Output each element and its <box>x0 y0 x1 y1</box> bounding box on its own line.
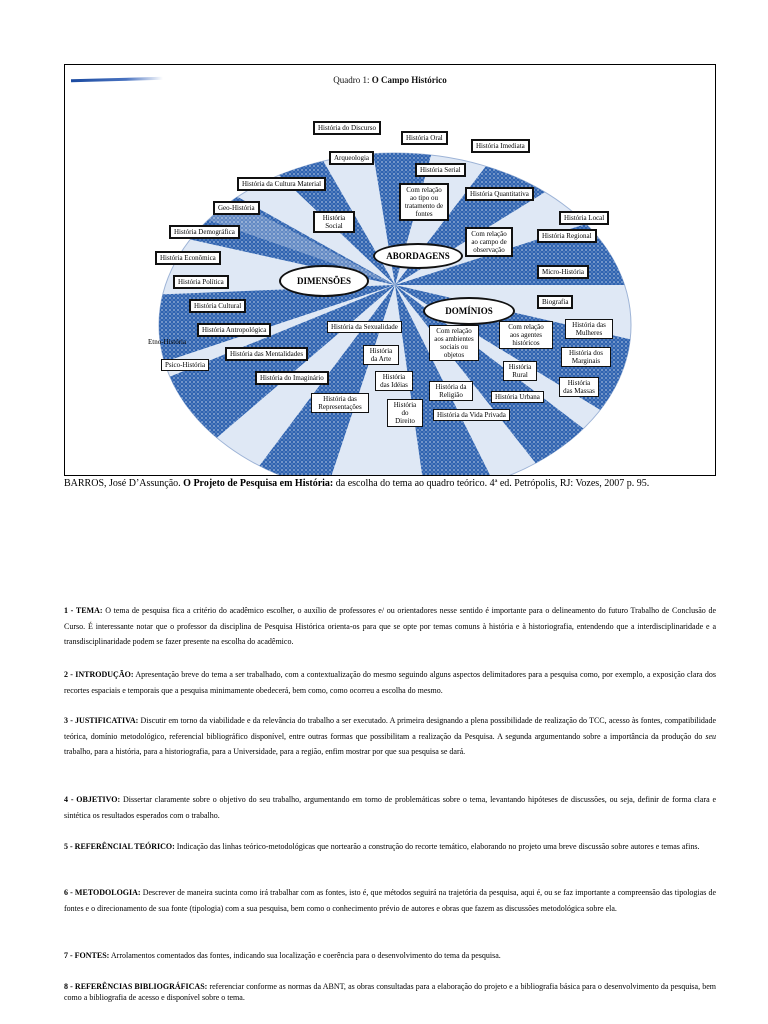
box-biografia: Biografia <box>537 295 573 309</box>
section-fontes <box>64 948 716 964</box>
section-heading: 2 - INTRODUÇÃO: <box>64 670 134 679</box>
box-psico-historia: Psico-História <box>161 359 209 371</box>
section-justificativa <box>64 713 716 760</box>
box-micro-historia: Micro-História <box>537 265 589 279</box>
box-historia-religiao: História da Religião <box>429 381 473 401</box>
hub-abordagens: ABORDAGENS <box>373 243 463 269</box>
box-historia-economica: História Econômica <box>155 251 221 265</box>
box-com-relacao-ambientes: Com relação aos ambientes sociais ou objetos <box>429 325 479 361</box>
box-historia-social: História Social <box>313 211 355 233</box>
caption-title: O Projeto de Pesquisa em História: <box>183 478 334 489</box>
section-body: Indicação das linhas teórico-metodológicas que nortearão a construção do recorte temático, elaborando no projeto uma breve discussão sobre autores e temas afins. <box>176 842 700 851</box>
section-body-after: trabalho, para a história, para a historiografia, para a Universidade, para a região, enfim mostrar por que sua pesquisa se dará. <box>64 747 466 757</box>
section-heading: 7 - FONTES: <box>64 951 110 960</box>
hub-dimensoes: DIMENSÕES <box>279 265 369 297</box>
section-body: Apresentação breve do tema a ser trabalhado, com a contextualização do mesmo seguindo alguns aspectos delimitadores para a pesquisa como, por exemplo, a exposição clara dos recortes espaciais e temporais que a pesquisa minimamente obedecerá, bem como, como ocorreu a escolha do mesmo. <box>64 670 717 695</box>
box-etno-historia: Etno-História <box>148 338 187 346</box>
section-heading: 6 - METODOLOGIA: <box>64 888 141 897</box>
section-tema <box>64 603 716 650</box>
box-historia-representacoes: História das Representações <box>311 393 369 413</box>
box-historia-sexualidade: História da Sexualidade <box>327 321 402 333</box>
box-historia-imaginario: História do Imaginário <box>255 371 329 385</box>
figure-caption <box>64 478 724 490</box>
figure-frame <box>64 64 716 476</box>
section-heading: 3 - JUSTIFICATIVA: <box>64 716 139 725</box>
section-body: Dissertar claramente sobre o objetivo do seu trabalho, argumentando em torno de problemáticas sobre o tema, levantando hipóteses de discussões, ou seja, definir de forma clara e sintética os resultados esperados com o trabalho. <box>64 795 716 820</box>
section-heading: 1 - TEMA: <box>64 606 103 615</box>
section-body: referenciar conforme as normas da ABNT, as obras consultadas para a elaboração do projeto e a bibliografia básica para o desenvolvimento da pesquisa, bem como a bibliografia de acesso e disponível sobre o tema. <box>64 982 717 1002</box>
box-historia-mulheres: História das Mulheres <box>565 319 613 339</box>
box-historia-serial: História Serial <box>415 163 466 177</box>
section-body-italic: seu <box>705 731 717 741</box>
box-historia-local: História Local <box>559 211 609 225</box>
section-body-before: Discutir em torno da viabilidade e da relevância do trabalho a ser executado. A primeira designando a plena possibilidade de realização do TCC, acesso às fontes, compatibilidade teórica, domínio metodológico, referencial bibliográfico disponível, entre outras formas que possibilitam a realização da Pesquisa. A segunda argumentando sobre a importância da produção do <box>64 716 717 741</box>
box-historia-direito: História do Direito <box>387 399 423 427</box>
caption-author: BARROS, José D’Assunção. <box>64 478 181 489</box>
section-body: O tema de pesquisa fica a critério do acadêmico escolher, o auxílio de professores e/ ou orientadores nesse sentido é importante para o delineamento do futuro Trabalho de Conclusão de Curso. É interessante notar que o professor da disciplina de Pesquisa Histórica orienta-os para que se opte por temas comuns à história e à historiografia, entendendo que a interdisciplinaridade e a transdisciplinaridade podem se fazer presente na escolha do acadêmico. <box>64 606 716 647</box>
figure-title-prefix: Quadro 1: <box>333 75 370 85</box>
box-historia-quantitativa: História Quantitativa <box>465 187 534 201</box>
box-historia-urbana: História Urbana <box>491 391 544 403</box>
box-com-relacao-campo: Com relação ao campo de observação <box>465 227 513 257</box>
box-historia-oral: História Oral <box>401 131 448 145</box>
box-geo-historia: Geo-História <box>213 201 260 215</box>
box-historia-mentalidades: História das Mentalidades <box>225 347 308 361</box>
box-com-relacao-tipo-fontes: Com relação ao tipo ou tratamento de fontes <box>399 183 449 221</box>
box-historia-vida-privada: História da Vida Privada <box>433 409 510 421</box>
caption-rest: da escolha do tema ao quadro teórico. 4ª ed. Petrópolis, RJ: Vozes, 2007 p. 95. <box>335 478 650 489</box>
box-historia-marginais: História dos Marginais <box>561 347 611 367</box>
figure-title-bold: O Campo Histórico <box>371 75 447 85</box>
section-heading: 4 - OBJETIVO: <box>64 795 121 804</box>
box-historia-regional: História Regional <box>537 229 597 243</box>
box-historia-antropologica: História Antropológica <box>197 323 271 337</box>
section-heading: 5 - REFERÊNCIAL TEÓRICO: <box>64 842 175 851</box>
box-historia-politica: História Política <box>173 275 229 289</box>
box-historia-imediata: História Imediata <box>471 139 530 153</box>
section-objetivo <box>64 792 716 823</box>
hub-dominios: DOMÍNIOS <box>423 297 515 325</box>
box-historia-rural: História Rural <box>503 361 537 381</box>
box-historia-cultura-material: História da Cultura Material <box>237 177 326 191</box>
box-com-relacao-agentes: Com relação aos agentes históricos <box>499 321 553 349</box>
section-body: Arrolamentos comentados das fontes, indicando sua localização e coerência para o desenvolvimento do tema da pesquisa. <box>110 951 501 960</box>
section-referencial-teorico <box>64 839 716 855</box>
section-metodologia <box>64 885 716 916</box>
box-historia-demografica: História Demográfica <box>169 225 240 239</box>
section-body: Descrever de maneira sucinta como irá trabalhar com as fontes, isto é, que métodos seguirá na trajetória da pesquisa, aqui é, ou se faz importante a compreensão das tipologias de fontes e o direcionamento de sua fonte (tipologia) com a sua pesquisa, bem como o conhecimento prévio de autores e obras que fazem as discussões metodológica sobre ela. <box>64 888 716 913</box>
box-historia-discurso: História do Discurso <box>313 121 381 135</box>
section-referencias-bibliograficas <box>64 982 716 1003</box>
box-historia-cultural: História Cultural <box>189 299 246 313</box>
section-heading: 8 - REFERÊNCIAS BIBLIOGRÁFICAS: <box>64 982 208 991</box>
box-historia-massas: História das Massas <box>559 377 599 397</box>
box-arqueologia: Arqueologia <box>329 151 374 165</box>
section-introducao <box>64 667 716 698</box>
box-historia-ideias: História das Idéias <box>375 371 413 391</box>
box-historia-arte: História da Arte <box>363 345 399 365</box>
